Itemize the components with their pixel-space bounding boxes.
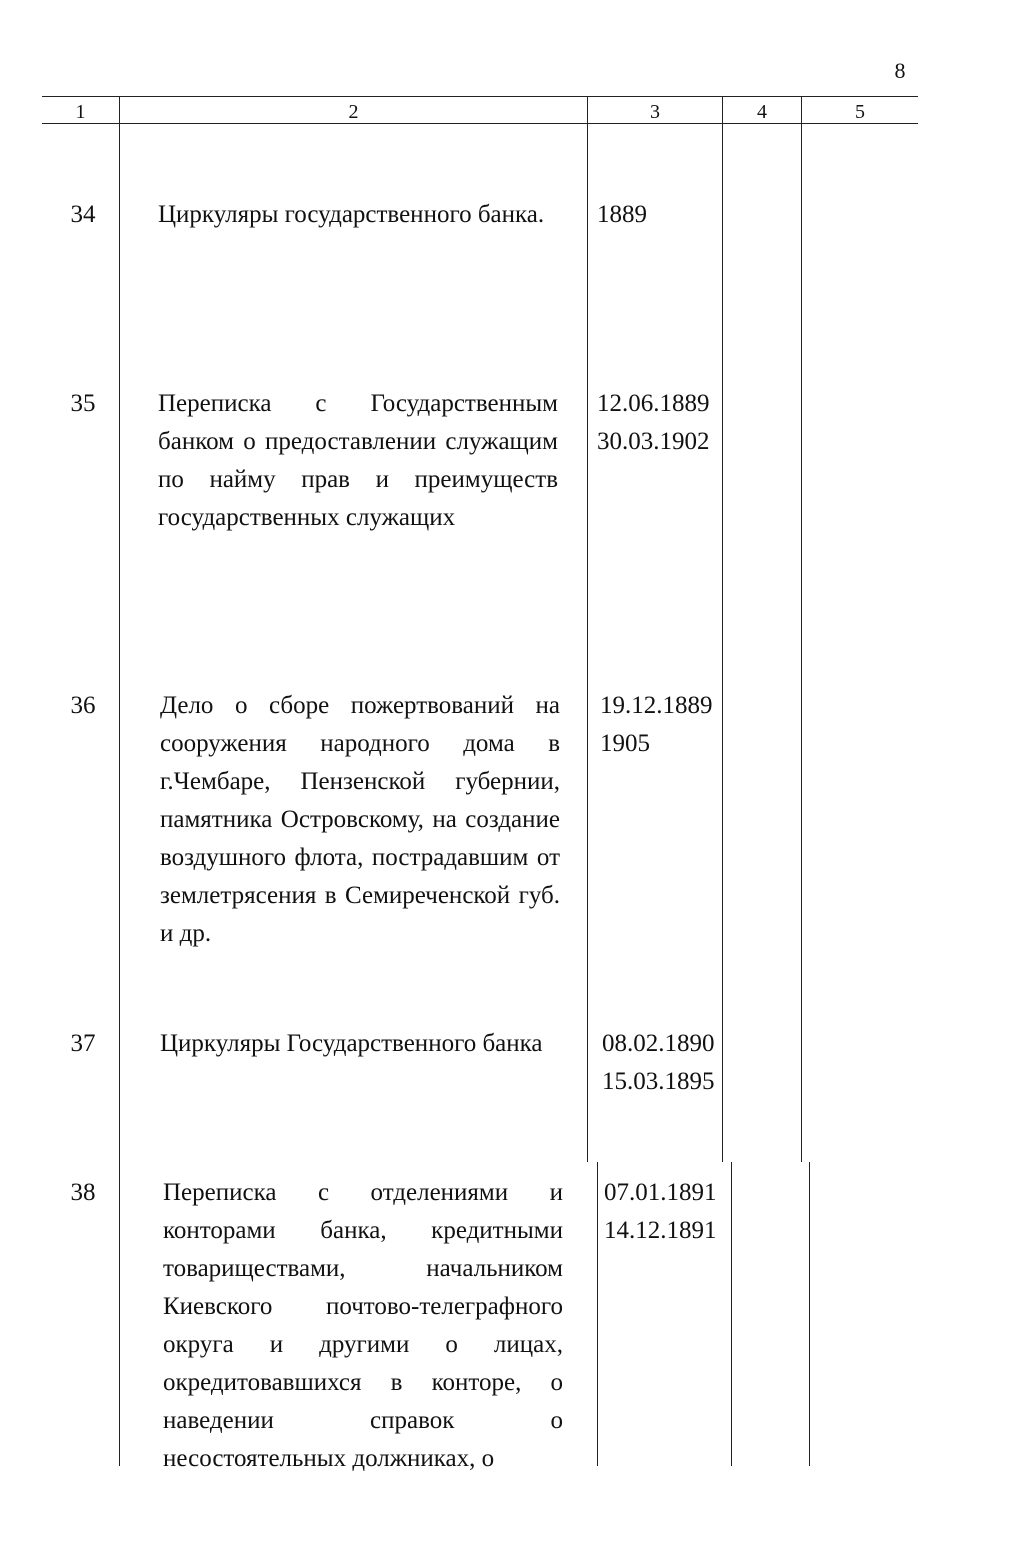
column-divider-4-lower — [809, 1162, 810, 1466]
row-number: 34 — [70, 201, 96, 228]
row-title: Переписка с отделениями и конторами банка, кредитными товариществами, начальником Киевского почтово-телеграфного округа и другими о лицах, окредитовавшихся в конторе, о наведении справок о несостоятельных должниках, о — [163, 1179, 563, 1472]
column-divider-2-lower — [597, 1162, 598, 1466]
row-dates — [602, 1025, 732, 1101]
row-date-start: 12.06.1889 — [597, 390, 710, 417]
column-divider-4 — [801, 96, 802, 1162]
column-header-5: 5 — [855, 101, 865, 123]
row-number: 36 — [70, 692, 96, 719]
row-number: 35 — [70, 390, 96, 417]
row-date-end: 1905 — [600, 730, 650, 757]
row-number: 38 — [70, 1179, 96, 1206]
row-dates — [597, 385, 727, 461]
column-header-1: 1 — [75, 101, 86, 123]
row-number: 37 — [70, 1030, 96, 1057]
row-dates — [604, 1174, 734, 1250]
row-date-start: 08.02.1890 — [602, 1030, 715, 1057]
row-dates — [597, 196, 727, 234]
row-title: Дело о сборе пожертвований на сооружения народного дома в г.Чембаре, Пензенской губернии, памятника Островскому, на создание воздушного флота, пострадавшим от землетрясения в Семиреченской губ. и др. — [160, 692, 560, 947]
row-date-end: 15.03.1895 — [602, 1068, 715, 1095]
column-header-4: 4 — [757, 101, 767, 123]
row-date-end: 14.12.1891 — [604, 1217, 717, 1244]
page-number: 8 — [894, 58, 906, 83]
row-date-end: 30.03.1902 — [597, 428, 710, 455]
row-title: Циркуляры Государственного банка — [160, 1030, 543, 1057]
column-header-2: 2 — [348, 101, 359, 123]
table-top-rule — [42, 96, 918, 97]
row-date-start: 07.01.1891 — [604, 1179, 717, 1206]
row-title: Переписка с Государственным банком о предоставлении служащим по найму прав и преимуществ государственных служащих — [158, 390, 558, 531]
table-header-bottom-rule — [42, 123, 918, 124]
column-header-3: 3 — [650, 101, 660, 123]
row-title: Циркуляры государственного банка. — [158, 201, 545, 228]
row-dates — [600, 687, 730, 763]
row-date-start: 19.12.1889 — [600, 692, 713, 719]
column-divider-1 — [119, 96, 120, 1466]
column-divider-3 — [722, 96, 723, 1162]
row-date-start: 1889 — [597, 201, 647, 228]
column-divider-2 — [587, 96, 588, 1162]
